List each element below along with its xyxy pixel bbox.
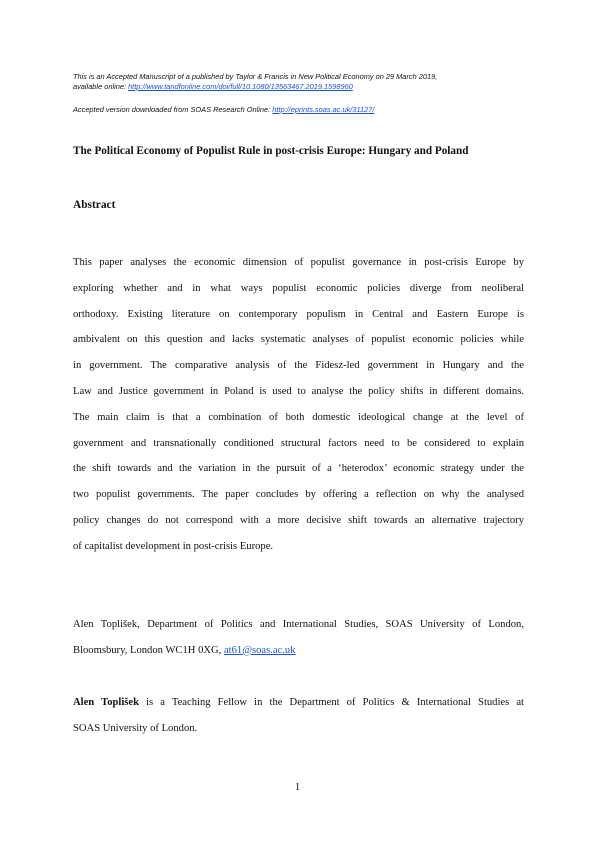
download-notice-prefix: Accepted version downloaded from SOAS Research Online: — [73, 105, 273, 114]
affiliation-address: Bloomsbury, London WC1H 0XG, — [73, 644, 224, 656]
abstract-body — [73, 250, 524, 560]
notice-line-2-prefix: available online: — [73, 82, 129, 91]
download-notice — [73, 105, 533, 115]
abstract-line: The main claim is that a combination of both domestic ideological change at the level of — [73, 411, 524, 423]
abstract-line: the shift towards and the variation in the pursuit of a ‘heterodox’ economic strategy under the — [73, 463, 524, 475]
abstract-line: Law and Justice government in Poland is used to analyse the policy shifts in different domains. — [73, 385, 524, 397]
author-affiliation — [73, 612, 524, 664]
abstract-line: in government. The comparative analysis of the Fidesz-led government in Hungary and the — [73, 360, 524, 372]
affiliation-line-1: Alen Toplišek, Department of Politics and International Studies, SOAS University of London, — [73, 619, 524, 630]
bio-line-2: SOAS University of London. — [73, 722, 198, 734]
abstract-line: two populist governments. The paper concludes by offering a reflection on why the analysed — [73, 489, 524, 501]
page-number: 1 — [294, 782, 301, 793]
abstract-heading: Abstract — [73, 199, 116, 211]
author-email-link[interactable]: at61@soas.ac.uk — [223, 644, 296, 656]
author-bio — [73, 690, 524, 742]
abstract-line: exploring whether and in what ways populist economic policies diverge from neoliberal — [73, 282, 524, 294]
publication-notice — [73, 72, 533, 92]
bio-line-1-rest: is a Teaching Fellow in the Department of Politics & International Studies at — [138, 697, 524, 708]
notice-line-1: This is an Accepted Manuscript of a published by Taylor & Francis in New Political Economy on 29 March 2019, — [73, 72, 438, 81]
notice-line-2 — [73, 82, 533, 92]
bio-line-1 — [73, 690, 524, 716]
abstract-line: policy changes do not correspond with a more decisive shift towards an alternative trajectory — [73, 514, 524, 526]
paper-title: The Political Economy of Populist Rule in post-crisis Europe: Hungary and Poland — [73, 145, 469, 157]
affiliation-line-2 — [73, 638, 524, 664]
doi-link[interactable]: http://www.tandfonline.com/doi/full/10.1080/13563467.2019.1598960 — [128, 82, 353, 91]
abstract-line: This paper analyses the economic dimension of populist governance in post-crisis Europe by — [73, 257, 524, 268]
bio-author-name: Alen Toplišek — [73, 697, 139, 708]
abstract-line: orthodoxy. Existing literature on contemporary populism in Central and Eastern Europe is — [73, 308, 524, 320]
abstract-line: government and transnationally conditioned structural factors need to be considered to explain — [73, 437, 524, 449]
eprints-link[interactable]: http://eprints.soas.ac.uk/31127/ — [272, 105, 375, 114]
abstract-line: ambivalent on this question and lacks systematic analyses of populist economic policies while — [73, 334, 524, 346]
abstract-line: of capitalist development in post-crisis Europe. — [73, 540, 274, 552]
